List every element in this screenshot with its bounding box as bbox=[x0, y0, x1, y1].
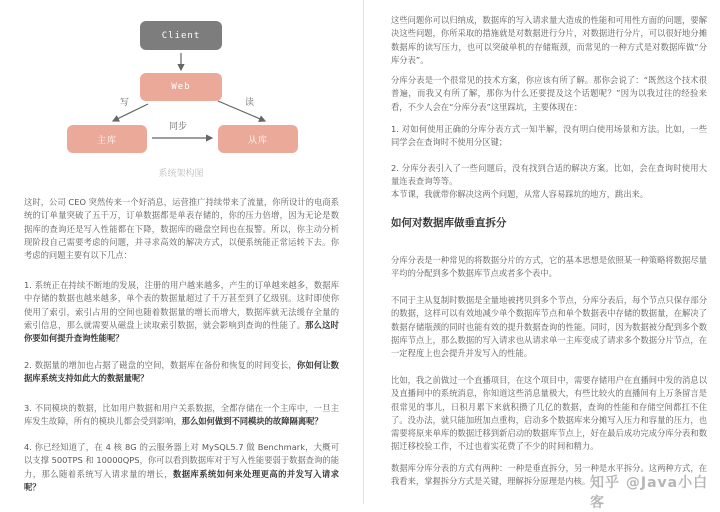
web-label: Web bbox=[171, 82, 191, 92]
right-page bbox=[363, 0, 720, 504]
paragraph-example: 比如，我之前做过一个直播项目，在这个项目中，需要存储用户在直播间中发的消息以及直播间中的系统消息，你知道这些消息量极大，有些比较火的直播间有上万条留言是很常见的事儿，日积月累下来就积攒了几亿的数据，查询的性能和存储空间都扛不住了。没办法，就只能加班加点重构，启动多个数据库来分摊写入压力和容量的压力，也需要将原来单库的数据迁移到新启动的数据库节点上，好在最后成功完成分库分表和数据迁移校验工作，不过也着实花费了不少的时间和精力。 bbox=[391, 375, 707, 452]
diagram-caption: 系统架构图 bbox=[158, 169, 204, 179]
item-text: 4. 你已经知道了，在 4 核 8G 的云服务器上对 MySQL5.7 做 Benchmark，大概可以支撑 500TPS 和 10000QPS，你可以看到数据库对于写入性能要弱于数据查询的能力，那么随着系统写入请求量的增长， bbox=[24, 442, 339, 479]
paragraph-summary: 这些问题你可以归纳成，数据库的写入请求量大造成的性能和可用性方面的问题，要解决这些问题，你所采取的措施就是对数据进行分片，对数据进行分片，可以很好地分摊数据库的读写压力，也可以突破单机的存储瓶颈，而常见的一种方式是对数据库做“分库分表”。 bbox=[391, 15, 707, 65]
problem-item-1 bbox=[24, 279, 339, 345]
paragraph-methods: 数据库分库分表的方式有两种：一种是垂直拆分，另一种是水平拆分。这两种方式，在我看来，掌握拆分方式是关键，理解拆分原理是内核。 bbox=[391, 463, 707, 487]
item-question: 那么如何做到不同模块的故障隔离呢？ bbox=[181, 416, 323, 427]
paragraph-definition: 分库分表是一种常见的将数据分片的方式，它的基本思想是依照某一种策略将数据尽量平均的分配到多个数据库节点或者多个表中。 bbox=[391, 255, 707, 279]
diagram-arrows bbox=[0, 0, 362, 170]
paragraph-benefits: 不同于主从复制时数据是全量地被拷贝到多个节点，分库分表后，每个节点只保存部分的数据，这样可以有效地减少单个数据库节点和单个数据表中存储的数据量，在解决了数据存储瓶颈的同时也能有效的提升数据查询的性能。同时，因为数据被分配到多个数据库节点上，那么数据的写入请求也从请求单一主库变成了请求多个数据分片节点，在一定程度上也会提升并发写入的性能。 bbox=[391, 295, 707, 359]
sync-label: 同步 bbox=[169, 122, 188, 132]
pitfall-item-2: 2. 分库分表引入了一些问题后，没有找到合适的解决方案。比如，会在查询时使用大量连表查询等等。 bbox=[391, 163, 707, 187]
item-question: 那么这时你要如何提升查询性能呢？ bbox=[24, 319, 339, 344]
item-text: 3. 不同模块的数据，比如用户数据和用户关系数据，全都存储在一个主库中，一旦主库发生故障，所有的模块儿都会受到影响， bbox=[24, 403, 339, 427]
problem-item-2 bbox=[24, 359, 339, 386]
read-label: 读 bbox=[245, 98, 255, 108]
section-heading: 如何对数据库做垂直拆分 bbox=[391, 217, 507, 229]
arrow-write bbox=[113, 104, 148, 121]
lesson-intro: 本节课，我就带你解决这两个问题，从常人容易踩坑的地方，跳出来。 bbox=[391, 189, 649, 199]
slave-label: 从库 bbox=[247, 135, 268, 146]
item-text: 2. 数据量的增加也占据了磁盘的空间，数据库在备份和恢复的时间变长， bbox=[24, 360, 297, 370]
item-text: 1. 系统正在持续不断地的发展，注册的用户越来越多，产生的订单越来越多，数据库中存储的数据也越来越多，单个表的数据量超过了千万甚至到了亿级别。这时即使你使用了索引，索引占用的空间也随着数据量的增长而增大，数据库就无法缓存全量的索引信息，那么就需要从磁盘上读取索引数据，就会影响到查询的性能了。 bbox=[24, 280, 339, 330]
item-question: 数据库系统如何来处理更高的并发写入请求呢？ bbox=[24, 468, 339, 492]
master-label: 主库 bbox=[96, 135, 117, 146]
pitfall-item-1: 1. 对如何使用正确的分库分表方式一知半解，没有明白使用场景和方法。比如，一些同学会在查询时不使用分区键； bbox=[391, 124, 707, 148]
problem-item-4 bbox=[24, 441, 339, 494]
watermark: 知乎 @Java小白客 bbox=[590, 475, 709, 511]
write-label: 写 bbox=[120, 98, 130, 108]
paragraph-sharding-intro: 分库分表是一个很常见的技术方案，你应该有所了解。那你会说了：“既然这个技术很普遍，而我又有所了解，那你为什么还要提及这个话题呢？”因为以我过往的经验来看，不少人会在“分库分表”这里踩坑，主要体现在： bbox=[391, 75, 707, 112]
left-page bbox=[0, 0, 362, 504]
item-question: 你如何让数据库系统支持如此大的数据量呢？ bbox=[24, 360, 339, 384]
arrow-read bbox=[218, 101, 265, 121]
intro-paragraph: 这时，公司 CEO 突然传来一个好消息，运营推广持续带来了流量，你所设计的电商系统的订单量突破了五千万，订单数据都是单表存储的，你的压力倍增，因为无论是数据库的查询还是写入性能都在下降，数据库的磁盘空间也在报警。所以，你主动分析现阶段自己需要考虑的问题，并寻求高效的解决方式，以便系统能正常运转下去。你考虑的问题主要有以下几点： bbox=[24, 197, 339, 261]
problem-item-3 bbox=[24, 402, 339, 429]
client-label: Client bbox=[161, 30, 201, 41]
